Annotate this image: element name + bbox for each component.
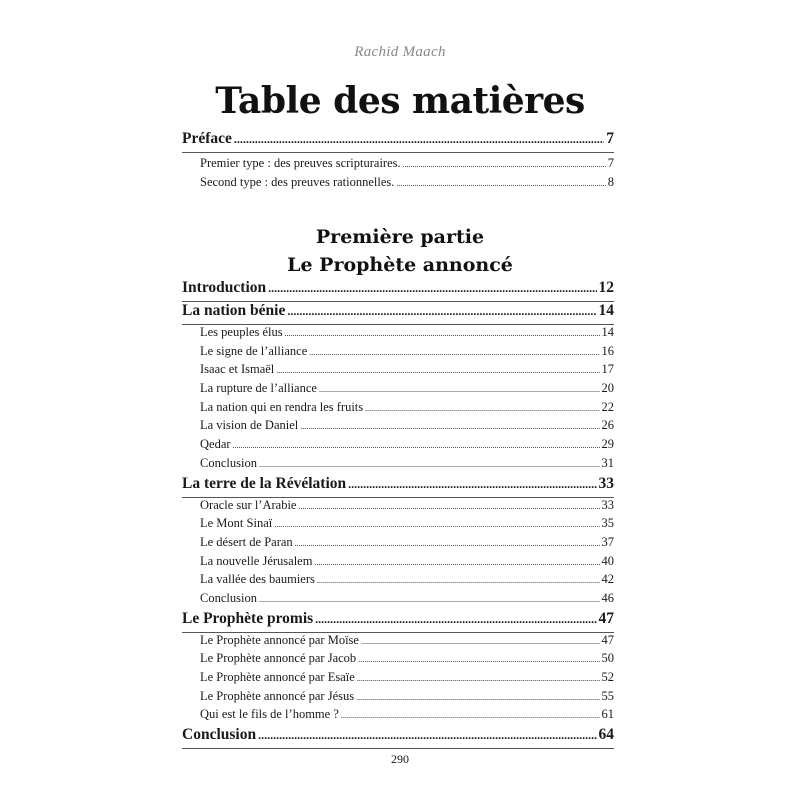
toc-subentry: [182, 362, 614, 381]
toc-subentry-page: 52: [601, 670, 614, 684]
leader-dots: [276, 362, 599, 377]
toc-subentry: [182, 344, 614, 363]
toc-subentry-label: Oracle sur l’Arabie: [200, 497, 297, 512]
leader-dots: [259, 591, 600, 606]
page-title: Table des matières: [215, 80, 585, 122]
toc-subentry: [182, 651, 614, 670]
leader-dots: [403, 156, 606, 171]
part-heading: [0, 223, 800, 279]
toc-subentry-label: Conclusion: [200, 455, 257, 470]
toc-entry-preface: [182, 130, 614, 152]
toc-subentry: [182, 325, 614, 344]
toc-entry-label: La terre de la Révélation: [182, 474, 347, 492]
toc-subentry: [182, 572, 614, 591]
toc-subentry-page: 33: [601, 497, 614, 512]
toc-subentry: [182, 554, 614, 573]
toc-subentry-label: Premier type : des preuves scripturaires.: [200, 156, 401, 170]
toc-subentry-label: Les peuples élus: [200, 325, 283, 339]
toc-subentry-page: 22: [601, 399, 614, 414]
toc-subentry-label: La nation qui en rendra les fruits: [200, 399, 364, 414]
toc-subentry-label: Isaac et Ismaël: [200, 362, 275, 377]
leader-dots: [285, 325, 600, 340]
part-name: Le Prophète annoncé: [287, 254, 513, 276]
toc-subentry-page: 40: [601, 553, 614, 568]
leader-dots: [274, 516, 599, 531]
toc-sections: [182, 279, 614, 749]
toc-subentry-label: La rupture de l’alliance: [200, 381, 317, 396]
toc-subentry-label: La vallée des baumiers: [200, 572, 315, 587]
toc-subentry: [182, 418, 614, 437]
toc-subentry-page: 37: [601, 534, 614, 549]
toc-subentry-page: 46: [601, 590, 614, 605]
leader-dots: [234, 130, 604, 148]
toc-subentry-page: 42: [601, 572, 614, 587]
toc-subentry: [182, 381, 614, 400]
toc-entry-label: Conclusion: [182, 726, 257, 744]
page-number: 290: [391, 752, 409, 766]
leader-dots: [258, 726, 596, 744]
toc-subentry-page: 26: [601, 418, 614, 433]
toc-subentry-page: 61: [601, 707, 614, 722]
toc-subentry-label: Le Prophète annoncé par Jacob: [200, 651, 357, 666]
toc-subentry: [182, 516, 614, 535]
toc-subentry: [182, 689, 614, 708]
toc-subentry: [182, 670, 614, 689]
section-divider: [182, 748, 614, 749]
toc-entry-page: 47: [598, 609, 614, 627]
preface-divider: [182, 152, 614, 153]
toc-entry-label: La nation bénie: [182, 302, 286, 319]
leader-dots: [268, 279, 596, 297]
leader-dots: [358, 651, 599, 666]
toc-subentry: [182, 633, 614, 652]
toc-entry-page: 7: [606, 130, 614, 147]
toc-entry: [182, 610, 614, 632]
toc-subentry-page: 20: [601, 381, 614, 396]
toc-subentry-page: 7: [607, 156, 614, 170]
leader-dots: [317, 572, 600, 587]
toc-subentry: [182, 175, 614, 194]
toc-entry-page: 64: [598, 726, 614, 744]
toc-subentry-label: Qui est le fils de l’homme ?: [200, 707, 339, 722]
running-header-author: Rachid Maach: [354, 44, 446, 60]
toc-subentry-label: Le Prophète annoncé par Jésus: [200, 688, 355, 703]
toc-subentry: [182, 456, 614, 475]
toc-subentry-page: 47: [601, 632, 614, 647]
toc-entry: [182, 726, 614, 748]
toc-subentry: [182, 156, 614, 175]
toc-subentry-page: 55: [601, 688, 614, 703]
toc-entry: [182, 279, 614, 301]
toc-subentry-label: Conclusion: [200, 590, 257, 605]
toc-subentry-label: Le désert de Paran: [200, 534, 293, 549]
leader-dots: [348, 475, 596, 493]
leader-dots: [259, 456, 600, 471]
toc-subentry-page: 16: [601, 343, 614, 358]
leader-dots: [356, 689, 599, 704]
toc-entry-page: 12: [598, 279, 614, 296]
toc-subentry-page: 50: [601, 651, 614, 666]
toc-subentry: [182, 707, 614, 726]
toc-entry-label: Introduction: [182, 279, 267, 296]
leader-dots: [233, 437, 600, 452]
toc-subentry-page: 31: [601, 455, 614, 470]
toc-subentry: [182, 591, 614, 610]
leader-dots: [341, 707, 600, 722]
toc-subentry-label: Le Prophète annoncé par Esaïe: [200, 670, 355, 684]
preface-block: [182, 130, 614, 193]
leader-dots: [295, 535, 600, 550]
toc-subentry-label: La vision de Daniel: [200, 418, 299, 433]
toc-subentry-page: 17: [601, 362, 614, 377]
toc-subentry-label: Le signe de l’alliance: [200, 343, 308, 358]
leader-dots: [315, 610, 596, 628]
toc-entry: [182, 302, 614, 324]
toc-subentry-label: Qedar: [200, 437, 231, 452]
toc-subentry-page: 35: [601, 516, 614, 531]
toc-entry-page: 33: [598, 474, 614, 492]
leader-dots: [298, 498, 599, 513]
toc-subentry: [182, 535, 614, 554]
part-number: Première partie: [315, 226, 485, 248]
toc-subentry-page: 8: [607, 174, 614, 189]
leader-dots: [287, 302, 596, 320]
toc-subentry: [182, 437, 614, 456]
toc-subentry-page: 14: [601, 325, 614, 339]
toc-subentry-label: Second type : des preuves rationnelles.: [200, 174, 395, 189]
leader-dots: [396, 175, 605, 190]
leader-dots: [309, 344, 599, 359]
toc-subentry-page: 29: [601, 437, 614, 452]
toc-entry-label: Préface: [182, 130, 232, 147]
toc-subentry-label: Le Mont Sinaï: [200, 516, 273, 531]
leader-dots: [357, 670, 600, 685]
leader-dots: [319, 381, 600, 396]
leader-dots: [314, 554, 599, 569]
toc-entry-page: 14: [598, 302, 614, 319]
leader-dots: [300, 418, 599, 433]
toc-entry: [182, 475, 614, 497]
toc-subentry-label: La nouvelle Jérusalem: [200, 553, 313, 568]
toc-subentry-label: Le Prophète annoncé par Moïse: [200, 632, 359, 647]
toc-subentry: [182, 400, 614, 419]
leader-dots: [365, 400, 599, 415]
toc-entry-label: Le Prophète promis: [182, 609, 314, 627]
toc-subentry: [182, 498, 614, 517]
leader-dots: [361, 633, 600, 648]
